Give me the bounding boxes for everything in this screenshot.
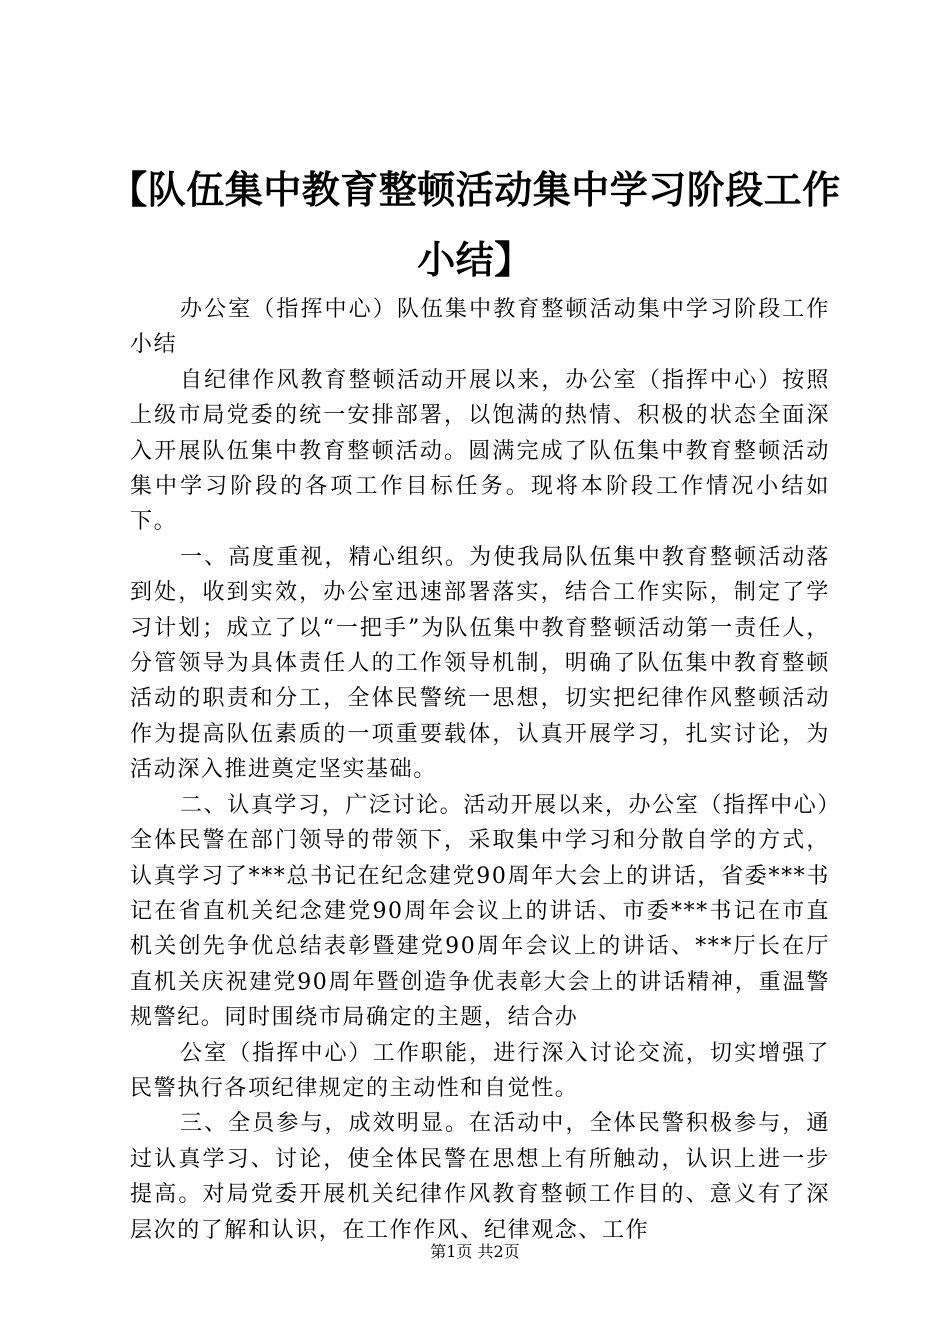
document-body [130, 292, 830, 1248]
paragraph-intro: 自纪律作风教育整顿活动开展以来，办公室（指挥中心）按照上级市局党委的统一安排部署，以饱满的热情、积极的状态全面深入开展队伍集中教育整顿活动。圆满完成了队伍集中教育整顿活动集中学习阶段的各项工作目标任务。现将本阶段工作情况小结如下。 [130, 367, 830, 535]
document-title: 【队伍集中教育整顿活动集中学习阶段工作小结】 [109, 167, 841, 282]
page-footer: 第1页 共2页 [430, 1242, 520, 1261]
paragraph-section-1: 一、高度重视，精心组织。为使我局队伍集中教育整顿活动落到处，收到实效，办公室迅速部署落实，结合工作实际，制定了学习计划；成立了以“一把手”为队伍集中教育整顿活动第一责任人，分管领导为具体责任人的工作领导机制，明确了队伍集中教育整顿活动的职责和分工，全体民警统一思想，切实把纪律作风整顿活动作为提高队伍素质的一项重要载体，认真开展学习，扎实讨论，为活动深入推进奠定坚实基础。 [130, 544, 830, 783]
paragraph-section-2: 二、认真学习，广泛讨论。活动开展以来，办公室（指挥中心）全体民警在部门领导的带领下，采取集中学习和分散自学的方式，认真学习了***总书记在纪念建党90周年大会上的讲话，省委***书记在省直机关纪念建党90周年会议上的讲话、市委***书记在市直机关创先争优总结表彰暨建党90周年会议上的讲话、***厅长在厅直机关庆祝建党90周年暨创造争优表彰大会上的讲话精神，重温警规警纪。同时围绕市局确定的主题，结合办 [130, 792, 830, 1031]
paragraph-section-3: 三、全员参与，成效明显。在活动中，全体民警积极参与，通过认真学习、讨论，使全体民警在思想上有所触动，认识上进一步提高。对局党委开展机关纪律作风教育整顿工作目的、意义有了深层次的了解和认识，在工作作风、纪律观念、工作 [130, 1111, 830, 1243]
paragraph-section-2-continued: 公室（指挥中心）工作职能，进行深入讨论交流，切实增强了民警执行各项纪律规定的主动性和自觉性。 [130, 1040, 830, 1101]
paragraph-subtitle: 办公室（指挥中心）队伍集中教育整顿活动集中学习阶段工作小结 [130, 297, 830, 358]
